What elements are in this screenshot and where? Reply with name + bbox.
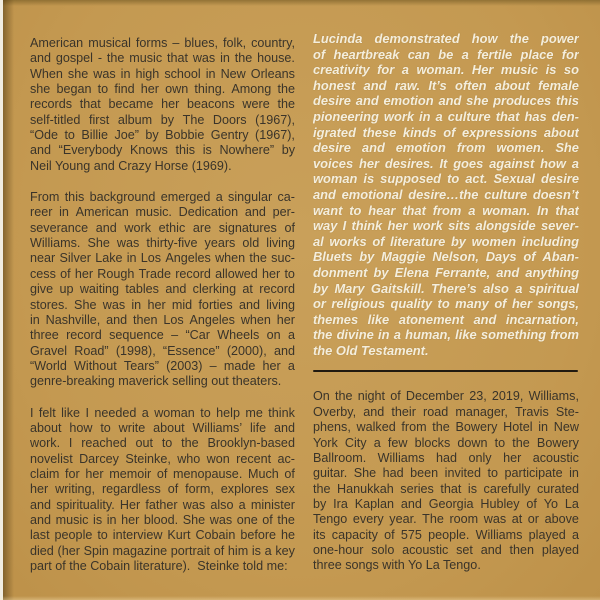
text-line: near Silver Lake in Los Angeles when the suc- — [30, 251, 295, 266]
right-column — [313, 31, 579, 590]
text-line: reer in American music. Dedication and per- — [30, 205, 295, 220]
text-line: Overby, and their road manager, Travis Ste- — [313, 404, 579, 419]
text-line: donment by Elena Ferrante, and anything — [313, 264, 579, 280]
text-line: novelist Darcey Steinke, who won recent ac- — [30, 451, 295, 466]
text-line: work. I reached out to the Brooklyn-based — [30, 436, 295, 451]
text-line: in Nashville, and then Los Angeles when her — [30, 312, 295, 327]
text-line: honest and raw. It’s often about female — [313, 77, 579, 93]
text-line: al works of literature by women including — [313, 233, 579, 249]
text-line: three songs with Yo La Tengo. — [313, 558, 481, 573]
text-line: and emotional desire…the culture doesn’t — [313, 186, 579, 202]
text-line: American musical forms – blues, folk, country, — [30, 36, 295, 50]
text-line: cess of her Rough Trade record allowed her to — [30, 266, 295, 281]
text-line: pioneering work in a culture that has den- — [313, 108, 579, 124]
text-line: records that became her beacons were the — [30, 97, 295, 112]
text-line: and gospel - the music that was in the house. — [30, 51, 295, 66]
text-line: she began to find her own thing. Among the — [30, 82, 295, 97]
text-line: phens, walked from the Bowery Hotel in New — [313, 420, 579, 435]
text-line: self-titled first album by The Doors (1967), — [30, 112, 295, 127]
text-line: On the night of December 23, 2019, Williams, — [313, 389, 579, 404]
text-line: York City a few blocks down to the Bowery — [313, 435, 579, 450]
text-line: guitar. She had been invited to participate in — [313, 466, 579, 481]
page-fold-shadow — [3, 0, 14, 600]
text-line: three record sequence – “Car Wheels on a — [30, 328, 295, 343]
text-line: Tengo every year. The room was at or above — [313, 512, 579, 527]
text-line: by Mary Gaitskill. There’s also a spiritual — [313, 280, 579, 296]
text-line: voices her desires. It goes against how a — [313, 155, 579, 171]
text-line: Gravel Road” (1998), “Essence” (2000), and — [30, 343, 295, 358]
text-line: igrated these kinds of expressions about — [313, 124, 579, 140]
text-line: give up waiting tables and clerking at record — [30, 282, 295, 297]
paragraph-bowery — [313, 389, 579, 573]
text-line: by Ira Kaplan and Georgia Hubley of Yo La — [313, 496, 579, 511]
text-line: desire and emotion and she produces this — [313, 93, 579, 109]
paragraph-steinke — [30, 406, 295, 575]
text-line: From this background emerged a singular ca- — [30, 190, 295, 205]
text-line: Ballroom. Williams had only her acoustic — [313, 450, 579, 465]
text-line: the Old Testament. — [313, 342, 429, 358]
text-line: stores. She was in her mid forties and living — [30, 297, 295, 312]
text-line: Lucinda demonstrated how the power — [313, 31, 579, 46]
page-top-shadow — [0, 0, 600, 6]
text-line: genre-breaking maverick selling out theaters. — [30, 374, 282, 389]
text-line: its capacity of 575 people. Williams played a — [313, 527, 579, 542]
text-line: or religious quality to many of her songs, — [313, 296, 579, 312]
paragraph-musical-forms — [30, 36, 295, 174]
text-line: way I think her work sits alongside sever- — [313, 218, 579, 234]
text-line: and spirituality. Her father was also a minister — [30, 497, 295, 512]
text-line: the divine in a human, like something from — [313, 327, 579, 343]
text-line: Williams. She was thirty-five years old living — [30, 236, 295, 251]
text-line: Bluets by Maggie Nelson, Days of Aban- — [313, 249, 579, 265]
paragraph-career — [30, 190, 295, 389]
quote-paragraph — [313, 31, 579, 358]
text-line: about how to write about Williams’ life and — [30, 420, 295, 435]
text-line: themes like atonement and incarnation, — [313, 311, 579, 327]
text-line: one-hour solo acoustic set and then played — [313, 542, 579, 557]
text-line: last people to interview Kurt Cobain before he — [30, 528, 295, 543]
page-bottom-highlight — [0, 596, 600, 600]
left-column — [30, 36, 295, 590]
text-line: and “Everybody Knows this is Nowhere” by — [30, 143, 295, 158]
text-line: I felt like I needed a woman to help me think — [30, 405, 295, 420]
text-line: desire and emotion from women. She — [313, 140, 579, 156]
text-line: claim for her memoir of menopause. Much of — [30, 466, 295, 481]
text-line: the Hanukkah series that is carefully curated — [313, 481, 579, 496]
text-line: When she was in high school in New Orleans — [30, 66, 295, 81]
text-line: creativity for a woman. Her music is so — [313, 62, 579, 78]
text-line: died (her Spin magazine portrait of him is a key — [30, 543, 295, 558]
text-line: “World Without Tears” (2003) – made her a — [30, 358, 295, 373]
text-line: severance and work ethic are signatures of — [30, 220, 295, 235]
text-line: her writing, regardless of form, explores sex — [30, 482, 295, 497]
text-line: and music is in her blood. She was one of the — [30, 512, 295, 527]
text-line: part of the Cobain literature). Steinke told me: — [30, 559, 288, 573]
text-line: Neil Young and Crazy Horse (1969). — [30, 158, 232, 173]
page-left-edge — [0, 0, 3, 600]
text-line: “Ode to Billie Joe” by Bobbie Gentry (1967), — [30, 128, 295, 143]
divider-line — [313, 370, 578, 372]
text-line: want to hear that from a woman. In that — [313, 202, 579, 218]
text-line: of heartbreak can be a fertile place for — [313, 46, 579, 62]
text-line: woman is supposed to act. Sexual desire — [313, 171, 579, 187]
